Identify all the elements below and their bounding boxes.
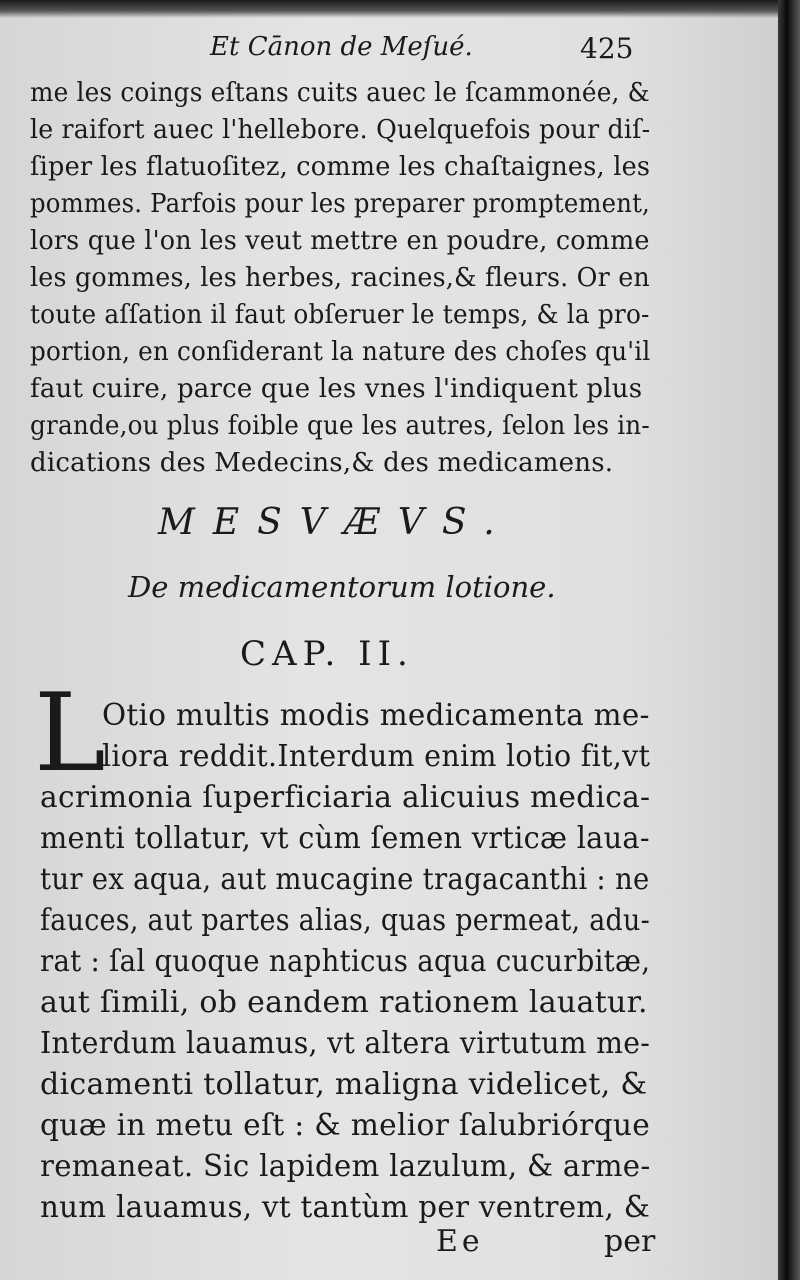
signature-mark: Ee bbox=[436, 1224, 484, 1259]
catchword: per bbox=[604, 1224, 656, 1259]
section-heading: MESVÆVS. bbox=[158, 502, 513, 543]
section-subheading: De medicamentorum lotione. bbox=[128, 570, 556, 604]
latin-line: aut ſimili, ob eandem rationem lauatur. bbox=[40, 985, 648, 1020]
latin-line: menti tollatur, vt cùm ſemen vrticæ laua- bbox=[40, 821, 650, 856]
french-line: grande,ou plus foible que les autres, ſelon les in- bbox=[30, 411, 650, 441]
latin-line: tur ex aqua, aut mucagine tragacanthi : ne bbox=[40, 862, 650, 897]
french-line: me les coings eſtans cuits auec le ſcammonée, & bbox=[30, 78, 650, 108]
french-line: le raifort auec l'hellebore. Quelquefois pour diſ- bbox=[30, 115, 651, 145]
french-line: toute aſſation il faut obſeruer le temps, & la pro- bbox=[30, 300, 650, 330]
page-top-shadow bbox=[0, 0, 778, 18]
french-line: pommes. Parfois pour les preparer promptement, bbox=[30, 189, 650, 219]
running-header-title: Et Cānon de Meſué. bbox=[210, 32, 473, 62]
french-line: faut cuire, parce que les vnes l'indiquent plus bbox=[30, 374, 643, 404]
latin-line: num lauamus, vt tantùm per ventrem, & bbox=[40, 1190, 651, 1225]
latin-line: fauces, aut partes alias, quas permeat, adu- bbox=[40, 903, 651, 938]
french-line: portion, en conſiderant la nature des choſes qu'il bbox=[30, 337, 651, 367]
latin-line: quæ in metu eſt : & melior ſalubriórque bbox=[40, 1108, 651, 1143]
french-line: les gommes, les herbes, racines,& fleurs. Or en bbox=[30, 263, 650, 293]
latin-line: Interdum lauamus, vt altera virtutum me- bbox=[40, 1026, 651, 1061]
french-line: ſiper les flatuoſitez, comme les chaſtaignes, les bbox=[30, 152, 651, 182]
drop-capital: L bbox=[34, 671, 106, 796]
latin-line: acrimonia ſuperficiaria alicuius medica- bbox=[40, 780, 651, 815]
french-line: dications des Medecins,& des medicamens. bbox=[30, 448, 614, 478]
chapter-heading: CAP. II. bbox=[240, 634, 414, 674]
latin-line: rat : ſal quoque naphticus aqua cucurbitæ, bbox=[40, 944, 651, 979]
french-line: lors que l'on les veut mettre en poudre, comme bbox=[30, 226, 650, 256]
latin-line: Otio multis modis medicamenta me- bbox=[102, 698, 650, 733]
latin-line: remaneat. Sic lapidem lazulum, & arme- bbox=[40, 1149, 651, 1184]
page-number: 425 bbox=[580, 32, 634, 65]
latin-line: dicamenti tollatur, maligna videlicet, & bbox=[40, 1067, 648, 1102]
latin-line: liora reddit.Interdum enim lotio fit,vt bbox=[102, 739, 651, 774]
book-spine-edge bbox=[778, 0, 800, 1280]
